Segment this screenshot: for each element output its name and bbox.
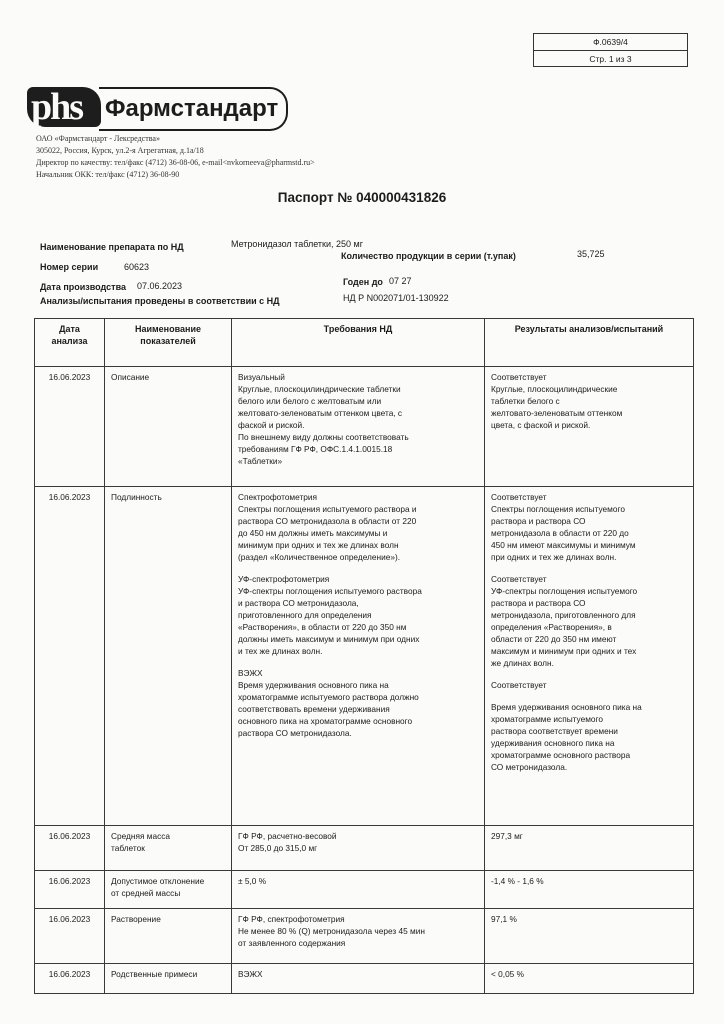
header-date: Дата анализа [35,319,105,367]
table-row [35,871,694,909]
header-requirements: Требования НД [232,319,485,367]
analysis-table [34,318,694,994]
cell-requirements [232,909,485,964]
cell-date: 16.06.2023 [35,487,105,826]
cell-indicator: Подлинность [105,487,232,826]
header-results: Результаты анализов/испытаний [485,319,694,367]
cell-results [485,487,694,826]
nd-label: Анализы/испытания проведены в соответствии с НД [40,296,280,306]
production-date-label: Дата производства [40,282,126,292]
expiry-value: 07 27 [389,276,412,286]
result-text: Соответствует Круглые, плоскоцилиндрические таблетки белого с желтовато-зеленоватым оттенком цвета, с фаской и риской. [491,372,623,430]
table-row [35,909,694,964]
quantity-label: Количество продукции в серии (т.упак) [341,251,516,261]
cell-date: 16.06.2023 [35,367,105,487]
cell-results [485,964,694,994]
result-text: Время удерживания основного пика на хроматограмме испытуемого раствора соответствует времени удерживания основного пика на хроматограмме основного раствора СО метронидазола. [491,702,642,772]
requirement-text: Визуальный Круглые, плоскоцилиндрические таблетки белого или белого с желтоватым или желтовато-зеленоватым оттенком цвета, с фаской и риской. По внешнему виду должны соответствовать требованиям ГФ РФ, ОФС.1.4.1.0015.18 «Таблетки» [238,372,409,466]
series-label: Номер серии [40,262,99,272]
result-text: 97,1 % [491,914,517,924]
header-indicator: Наименование показателей [105,319,232,367]
table-row [35,367,694,487]
result-text: Соответствует Спектры поглощения испытуемого раствора и раствора СО метронидазола в области от 220 до 450 нм имеют максимумы и минимум при одних и тех же длинах волн. [491,492,636,562]
cell-indicator: Растворение [105,909,232,964]
requirement-text: УФ-спектрофотометрия УФ-спектры поглощения испытуемого раствора и раствора СО метронидазола, приготовленного для определения «Растворения», в области от 220 до 350 нм должны иметь максимум и минимум при одних и тех же длинах волн. [238,574,422,656]
result-text: Соответствует [491,680,547,690]
cell-date: 16.06.2023 [35,909,105,964]
form-number-box [533,33,688,67]
form-code: Ф.0639/4 [534,34,687,51]
requirement-text: ГФ РФ, расчетно-весовой От 285,0 до 315,0 мг [238,831,337,853]
cell-requirements [232,367,485,487]
result-text: Соответствует УФ-спектры поглощения испытуемого раствора и раствора СО метронидазола, приготовленного для определения «Растворения», в области от 220 до 350 нм имеют максимум и минимум при одних и тех же длинах волн. [491,574,638,668]
page-counter: Стр. 1 из 3 [589,54,632,64]
expiry-label: Годен до [343,277,383,287]
series-value: 60623 [124,262,150,272]
company-name: ОАО «Фармстандарт - Лексредства» [36,134,160,143]
logo-mark: phs [27,87,101,127]
company-address: 305022, Россия, Курск, ул.2-я Агрегатная, д.1а/18 [36,146,204,155]
requirement-text: Спектрофотометрия Спектры поглощения испытуемого раствора и раствора СО метронидазола в области от 220 до 450 нм должны иметь максимумы и минимум при одних и тех же длинах волн (раздел «Количественное определение»). [238,492,417,562]
table-header-row [35,319,694,367]
cell-results [485,909,694,964]
cell-results [485,367,694,487]
table-row [35,487,694,826]
cell-requirements [232,964,485,994]
cell-requirements [232,487,485,826]
cell-results [485,826,694,871]
cell-indicator: Родственные примеси [105,964,232,994]
cell-indicator: Допустимое отклонение от средней массы [105,871,232,909]
cell-requirements [232,871,485,909]
result-text: -1,4 % - 1,6 % [491,876,544,886]
cell-indicator: Средняя масса таблеток [105,826,232,871]
quality-director-contact: Директор по качеству: тел/факс (4712) 36-08-06, e-mail<nvkorneeva@pharmstd.ru> [36,158,315,167]
logo-name: Фармстандарт [99,87,288,131]
requirement-text: ГФ РФ, спектрофотометрия Не менее 80 % (Q) метронидазола через 45 мин от заявленного содержания [238,914,425,948]
requirement-text: ± 5,0 % [238,876,267,886]
table-row [35,826,694,871]
cell-date: 16.06.2023 [35,826,105,871]
quantity-value: 35,725 [577,249,605,259]
qc-head-contact: Начальник ОКК: тел/факс (4712) 36-08-90 [36,170,180,179]
cell-results [485,871,694,909]
requirement-text: ВЭЖХ [238,969,263,979]
cell-date: 16.06.2023 [35,871,105,909]
cell-date: 16.06.2023 [35,964,105,994]
nd-value: НД Р N002071/01-130922 [343,293,449,303]
drug-name-value: Метронидазол таблетки, 250 мг [231,239,363,249]
table-row [35,964,694,994]
result-text: < 0,05 % [491,969,524,979]
requirement-text: ВЭЖХ Время удерживания основного пика на хроматограмме испытуемого раствора должно соответствовать времени удерживания основного пика на хроматограмме основного раствора СО метронидазола. [238,668,419,738]
cell-indicator: Описание [105,367,232,487]
result-text: 297,3 мг [491,831,523,841]
production-date-value: 07.06.2023 [137,281,183,291]
drug-name-label: Наименование препарата по НД [40,242,184,252]
page-title: Паспорт № 040000431826 [277,190,447,205]
cell-requirements [232,826,485,871]
